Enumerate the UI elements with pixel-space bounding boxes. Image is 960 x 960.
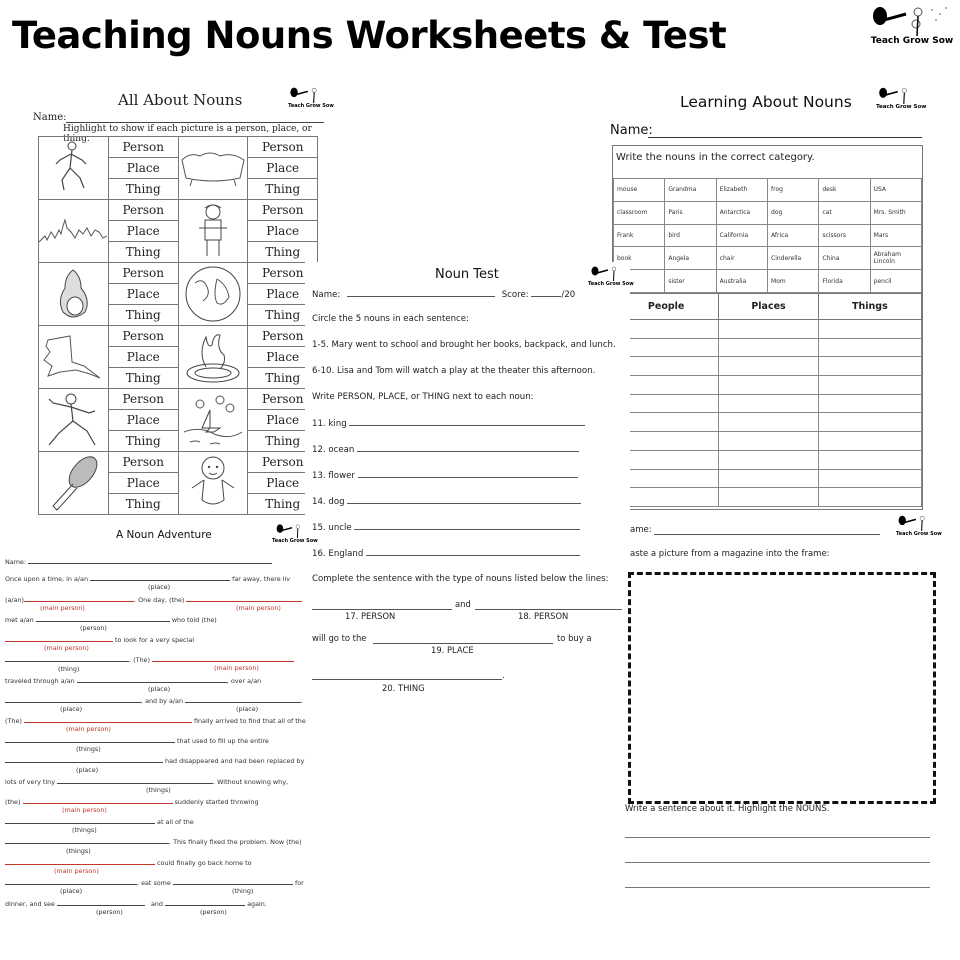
campfire-picture — [178, 326, 248, 389]
brand-logo — [876, 85, 926, 110]
story-text: again. — [247, 900, 267, 908]
hint-label: (thing) — [58, 665, 80, 673]
noun-picture-grid — [38, 136, 318, 515]
blank-field[interactable] — [173, 879, 293, 885]
option-place[interactable]: Place — [248, 284, 318, 305]
word-cell: scissors — [819, 224, 870, 247]
hint-label: (place) — [60, 887, 83, 895]
word-cell: mouse — [614, 179, 665, 202]
column-header-places: Places — [719, 294, 818, 320]
answer-field-19[interactable] — [373, 643, 553, 644]
label-20: 20. THING — [382, 683, 425, 693]
story-line — [5, 737, 269, 745]
instructions: Write a sentence about it. Highlight the NOUNS. — [625, 804, 830, 814]
blank-field[interactable] — [152, 656, 294, 662]
word-cell: Elizabeth — [716, 179, 767, 202]
city-skyline-picture — [39, 200, 109, 263]
construction-worker-picture — [178, 200, 248, 263]
blank-field[interactable] — [5, 737, 175, 743]
answer-cell[interactable] — [818, 432, 921, 451]
globe-picture — [178, 263, 248, 326]
word-cell: Africa — [768, 224, 819, 247]
period: . — [502, 670, 505, 680]
question-label: 16. England — [312, 549, 364, 559]
hint-label: (place) — [236, 705, 259, 713]
writing-line[interactable] — [625, 887, 930, 888]
story-text: , eat some — [137, 879, 171, 887]
word-bank — [613, 178, 922, 293]
word-cell: pencil — [870, 270, 921, 293]
logo-text: Teach Grow Sow — [876, 104, 927, 110]
hint-label: (main person) — [66, 725, 111, 733]
island-sailboat-picture — [178, 389, 248, 452]
logo-text: Teach Grow Sow — [588, 281, 634, 287]
blank-field[interactable] — [90, 575, 230, 581]
option-place[interactable]: Place — [248, 347, 318, 368]
name-label: Name: — [610, 123, 653, 138]
and-text: and — [455, 599, 471, 609]
column-header-things: Things — [818, 294, 921, 320]
answer-cell[interactable] — [719, 376, 818, 395]
story-text: met a/an — [5, 616, 34, 624]
word-cell: Mom — [768, 270, 819, 293]
option-person[interactable]: Person — [108, 263, 178, 284]
story-text: Once upon a time, in a/an — [5, 575, 88, 583]
hint-label: (main person) — [54, 867, 99, 875]
word-cell: classroom — [614, 201, 665, 224]
sorting-box — [612, 145, 923, 510]
word-cell: China — [819, 247, 870, 270]
blank-field[interactable] — [23, 798, 173, 804]
blank-field[interactable] — [5, 656, 129, 662]
name-label: ame: — [630, 525, 652, 535]
label-17: 17. PERSON — [345, 611, 396, 621]
will-go-text: will go to the — [312, 633, 367, 643]
blank-field[interactable] — [165, 900, 245, 906]
score-label: Score: — [501, 290, 529, 300]
hint-label: (things) — [66, 847, 91, 855]
instructions: Write the nouns in the correct category. — [616, 152, 815, 163]
answer-cell[interactable] — [719, 357, 818, 376]
option-person[interactable]: Person — [248, 389, 318, 410]
brand-logo — [896, 513, 942, 537]
story-text: for — [294, 879, 304, 887]
story-line — [5, 575, 290, 583]
answer-cell[interactable] — [719, 413, 818, 432]
instructions: Highlight to show if each picture is a person, place, or thing. — [63, 124, 312, 144]
word-cell: Angela — [665, 247, 716, 270]
option-place[interactable]: Place — [248, 221, 318, 242]
bathtub-picture — [178, 137, 248, 200]
blank-field[interactable] — [5, 838, 169, 844]
option-person[interactable]: Person — [108, 326, 178, 347]
option-person[interactable]: Person — [108, 200, 178, 221]
option-thing[interactable]: Thing — [248, 305, 318, 326]
word-cell: California — [716, 224, 767, 247]
option-person[interactable]: Person — [108, 389, 178, 410]
answer-field[interactable] — [358, 470, 578, 478]
story-text: at all of the — [157, 818, 194, 826]
question-label: 15. uncle — [312, 523, 352, 533]
option-thing[interactable]: Thing — [108, 242, 178, 263]
hint-label: (place) — [76, 766, 99, 774]
logo-text: Teach Grow Sow — [288, 103, 334, 109]
option-place[interactable]: Place — [248, 473, 318, 494]
word-cell: cat — [819, 201, 870, 224]
option-thing[interactable]: Thing — [108, 494, 178, 515]
word-cell: Mars — [870, 224, 921, 247]
story-text: . Without knowing why, — [213, 778, 289, 786]
blank-field[interactable] — [57, 778, 213, 784]
page-title: Teaching Nouns Worksheets & Test — [12, 14, 727, 57]
answer-field[interactable] — [354, 522, 580, 530]
hint-label: (place) — [60, 705, 83, 713]
story-text: far away, there liv — [232, 575, 291, 583]
word-cell: bird — [665, 224, 716, 247]
question-12 — [312, 444, 579, 455]
answer-cell[interactable] — [818, 320, 921, 339]
worksheet-noun-test — [305, 262, 634, 707]
story-line — [5, 838, 302, 846]
word-cell: Paris — [665, 201, 716, 224]
question-6-10: 6-10. Lisa and Tom will watch a play at the theater this afternoon. — [312, 366, 596, 376]
option-person[interactable]: Person — [248, 200, 318, 221]
word-cell: Grandma — [665, 179, 716, 202]
story-line — [5, 757, 304, 765]
story-text: (the) — [5, 798, 21, 806]
name-row — [5, 558, 272, 566]
hint-label: (person) — [80, 624, 107, 632]
option-person[interactable]: Person — [248, 326, 318, 347]
story-line — [5, 656, 294, 664]
word-cell: USA — [870, 179, 921, 202]
option-place[interactable]: Place — [108, 410, 178, 431]
hint-label: (person) — [200, 908, 227, 916]
watering-can-icon — [275, 522, 315, 538]
answer-field-17[interactable] — [312, 609, 452, 610]
story-text: dinner, and see — [5, 900, 55, 908]
story-line — [5, 900, 267, 908]
option-place[interactable]: Place — [108, 284, 178, 305]
question-15 — [312, 522, 580, 533]
story-text: . — [301, 697, 304, 705]
option-place[interactable]: Place — [108, 221, 178, 242]
answer-cell[interactable] — [818, 338, 921, 357]
instructions: aste a picture from a magazine into the frame: — [630, 549, 830, 559]
worksheet-title: Learning About Nouns — [680, 93, 852, 111]
brand-logo — [870, 2, 954, 46]
question-label: 11. king — [312, 419, 347, 429]
story-text: suddenly started throwing — [174, 798, 259, 806]
brand-logo — [272, 522, 318, 544]
word-cell: Antarctica — [716, 201, 767, 224]
option-place[interactable]: Place — [108, 473, 178, 494]
option-person[interactable]: Person — [248, 452, 318, 473]
picture-frame[interactable] — [628, 572, 936, 804]
worksheet-title: Noun Test — [435, 267, 499, 282]
story-text: could finally go back home to — [157, 859, 252, 867]
answer-cell[interactable] — [818, 488, 921, 507]
blank-field[interactable] — [36, 616, 170, 622]
story-text: had disappeared and had been replaced by — [165, 757, 305, 765]
brand-logo — [288, 85, 334, 109]
hint-label: (person) — [96, 908, 123, 916]
word-cell: dog — [768, 201, 819, 224]
baby-picture — [178, 452, 248, 515]
story-text: finally arrived to find that all of the — [193, 717, 306, 725]
word-cell: Australia — [716, 270, 767, 293]
name-label: Name: — [312, 290, 341, 300]
blank-field[interactable] — [5, 636, 113, 642]
name-field[interactable] — [648, 137, 922, 138]
option-person[interactable]: Person — [248, 263, 318, 284]
story-text: , over a/an — [226, 677, 262, 685]
answer-cell[interactable] — [818, 413, 921, 432]
answer-cell[interactable] — [818, 357, 921, 376]
question-16 — [312, 548, 580, 559]
score-field[interactable] — [531, 289, 561, 297]
label-18: 18. PERSON — [518, 611, 569, 621]
writing-line[interactable] — [625, 862, 930, 863]
hint-label: (things) — [146, 786, 171, 794]
answer-cell[interactable] — [818, 469, 921, 488]
alaska-map-picture — [39, 326, 109, 389]
blank-field[interactable] — [24, 717, 192, 723]
worksheet-title: A Noun Adventure — [116, 529, 212, 541]
answer-field[interactable] — [349, 418, 585, 426]
option-thing[interactable]: Thing — [248, 494, 318, 515]
hint-label: (main person) — [62, 806, 107, 814]
worksheet-learning-about-nouns — [606, 85, 936, 515]
column-header-people: People — [614, 294, 719, 320]
hint-label: (main person) — [236, 604, 281, 612]
story-line — [5, 859, 252, 867]
story-text: (The) — [5, 717, 22, 725]
logo-text: Teach Grow Sow — [272, 538, 318, 544]
story-line — [5, 879, 304, 887]
name-label: Name: — [33, 112, 67, 123]
worksheet-title: All About Nouns — [118, 91, 243, 109]
hint-label: (place) — [148, 685, 171, 693]
story-line — [5, 616, 217, 624]
answer-cell[interactable] — [719, 488, 818, 507]
section-heading: Complete the sentence with the type of nouns listed below the lines: — [312, 574, 609, 584]
hint-label: (place) — [148, 583, 171, 591]
watering-can-icon — [590, 264, 632, 281]
answer-cell[interactable] — [719, 432, 818, 451]
option-thing[interactable]: Thing — [248, 179, 318, 200]
story-text: traveled through a/an — [5, 677, 75, 685]
word-cell: chair — [716, 247, 767, 270]
word-cell: Florida — [819, 270, 870, 293]
answer-cell[interactable] — [719, 450, 818, 469]
option-thing[interactable]: Thing — [108, 431, 178, 452]
logo-text: Teach Grow Sow — [896, 531, 942, 537]
name-field[interactable] — [654, 534, 880, 535]
story-text: , and by a/an — [141, 697, 184, 705]
name-label: Name: — [5, 558, 27, 566]
word-cell: frog — [768, 179, 819, 202]
question-label: 14. dog — [312, 497, 345, 507]
option-place[interactable]: Place — [108, 347, 178, 368]
section-heading: Circle the 5 nouns in each sentence: — [312, 314, 469, 324]
answer-cell[interactable] — [719, 394, 818, 413]
score-total: /20 — [561, 290, 576, 300]
blank-field[interactable] — [185, 697, 304, 705]
story-text: and — [150, 900, 163, 908]
story-line — [5, 596, 302, 604]
blank-field[interactable] — [5, 879, 137, 885]
blank-field[interactable] — [57, 900, 145, 906]
section-heading: Write PERSON, PLACE, or THING next to each noun: — [312, 392, 534, 402]
story-line — [5, 636, 194, 644]
name-field[interactable] — [66, 122, 324, 123]
answer-field-18[interactable] — [475, 609, 625, 610]
story-text: to look for a very special — [115, 636, 195, 644]
option-thing[interactable]: Thing — [108, 305, 178, 326]
option-thing[interactable]: Thing — [108, 368, 178, 389]
option-thing[interactable]: Thing — [248, 431, 318, 452]
question-14 — [312, 496, 581, 507]
logo-text: Teach Grow Sow — [870, 36, 954, 46]
story-text: (a/an) — [5, 596, 25, 604]
story-line — [5, 677, 261, 685]
story-text: . One day, (the) — [134, 596, 185, 604]
name-field[interactable] — [347, 289, 495, 297]
answer-field[interactable] — [357, 444, 579, 452]
hint-label: (thing) — [232, 887, 254, 895]
brand-logo — [588, 264, 634, 287]
story-text: . (The) — [129, 656, 150, 664]
answer-cell[interactable] — [818, 376, 921, 395]
worksheet-noun-adventure — [0, 520, 318, 920]
option-thing[interactable]: Thing — [108, 179, 178, 200]
watering-can-icon — [877, 85, 925, 104]
blank-field[interactable] — [24, 596, 134, 602]
blank-field[interactable] — [5, 757, 163, 763]
option-thing[interactable]: Thing — [248, 242, 318, 263]
option-place[interactable]: Place — [248, 410, 318, 431]
word-cell: desk — [819, 179, 870, 202]
question-13 — [312, 470, 578, 481]
writing-line[interactable] — [625, 837, 930, 838]
hint-label: (main person) — [40, 604, 85, 612]
answer-field[interactable] — [366, 548, 580, 556]
word-cell: Frank — [614, 224, 665, 247]
hint-label: (things) — [76, 745, 101, 753]
answer-cell[interactable] — [818, 450, 921, 469]
story-text: that used to fill up the entire — [177, 737, 269, 745]
blank-field[interactable] — [5, 697, 141, 703]
hint-label: (main person) — [44, 644, 89, 652]
word-cell: Abraham Lincoln — [870, 247, 921, 270]
answer-cell[interactable] — [818, 394, 921, 413]
blank-field[interactable] — [5, 818, 155, 824]
question-1-5: 1-5. Mary went to school and brought her books, backpack, and lunch. — [312, 340, 616, 350]
question-label: 12. ocean — [312, 445, 355, 455]
name-field[interactable] — [28, 558, 272, 564]
hairbrush-picture — [39, 452, 109, 515]
baseball-pitcher-picture — [39, 389, 109, 452]
option-person[interactable]: Person — [108, 452, 178, 473]
word-cell: Mrs. Smith — [870, 201, 921, 224]
answer-cell[interactable] — [719, 469, 818, 488]
option-thing[interactable]: Thing — [248, 368, 318, 389]
hint-label: (main person) — [214, 664, 259, 672]
story-line — [5, 778, 288, 786]
blank-field[interactable] — [77, 677, 227, 683]
answer-field-20[interactable] — [312, 679, 502, 680]
answer-field[interactable] — [347, 496, 581, 504]
label-19: 19. PLACE — [431, 645, 474, 655]
answer-cell[interactable] — [719, 320, 818, 339]
word-cell: book — [614, 247, 665, 270]
worksheet-paste-picture — [622, 515, 942, 895]
option-place[interactable]: Place — [248, 158, 318, 179]
story-text: . This finally fixed the problem. Now (the) — [169, 838, 302, 846]
blank-field[interactable] — [5, 859, 155, 865]
watering-can-icon — [870, 2, 954, 36]
option-person[interactable]: Person — [248, 137, 318, 158]
category-table — [613, 293, 922, 507]
hint-label: (things) — [72, 826, 97, 834]
story-line — [5, 697, 303, 705]
option-person[interactable]: Person — [108, 137, 178, 158]
watering-can-icon — [897, 513, 941, 531]
avocado-picture — [39, 263, 109, 326]
story-line — [5, 717, 306, 725]
to-buy-text: to buy a — [557, 633, 592, 643]
answer-cell[interactable] — [719, 338, 818, 357]
word-cell: Cinderella — [768, 247, 819, 270]
runner-picture — [39, 137, 109, 200]
story-line — [5, 798, 259, 806]
story-text: lots of very tiny — [5, 778, 56, 786]
story-text: who told (the) — [171, 616, 217, 624]
question-label: 13. flower — [312, 471, 355, 481]
question-11 — [312, 418, 585, 429]
word-cell: sister — [665, 270, 716, 293]
name-score-row — [312, 289, 575, 300]
story-line — [5, 818, 194, 826]
option-place[interactable]: Place — [108, 158, 178, 179]
blank-field[interactable] — [186, 596, 302, 602]
watering-can-icon — [288, 85, 334, 103]
